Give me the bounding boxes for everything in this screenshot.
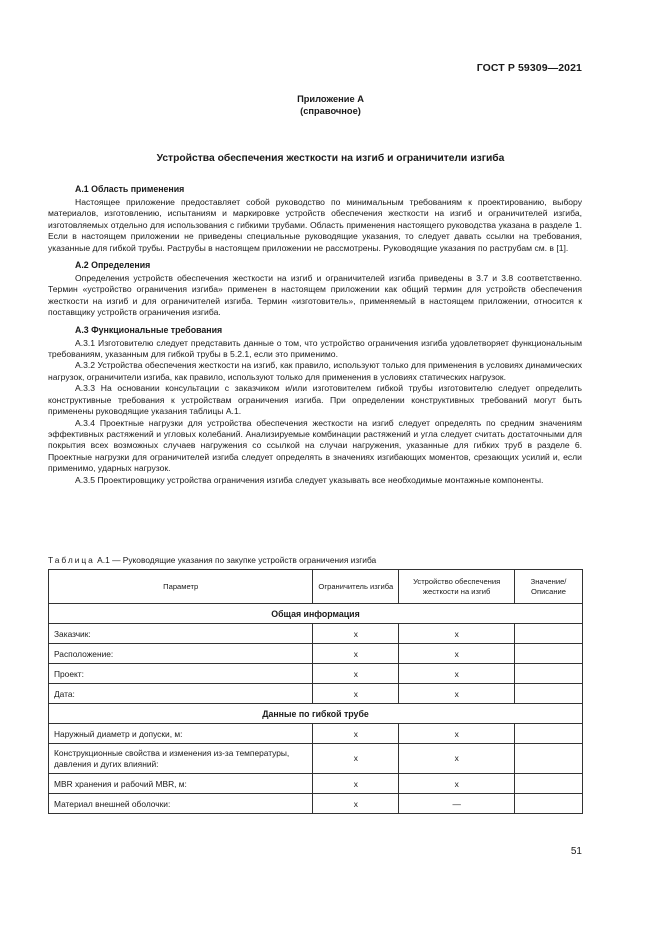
limiter-cell: x (313, 644, 399, 664)
param-cell: Конструкционные свойства и изменения из-за температуры, давления и дугих влияний: (49, 744, 313, 774)
stiffener-cell: x (399, 624, 515, 644)
paragraph: А.3.3 На основании консультации с заказчиком и/или изготовителем гибкой трубы изготовителю следует определить конструктивные требования к устройствам ограничения изгиба. При определении конструктивных требований могут быть применены руководящие указания таблицы А.1. (48, 383, 582, 417)
section-label: Общая информация (49, 604, 583, 624)
page-title: Устройства обеспечения жесткости на изгиб и ограничители изгиба (156, 153, 505, 164)
limiter-cell: x (313, 624, 399, 644)
section-heading: А.3 Функциональные требования (75, 324, 223, 335)
paragraph: А.3.2 Устройства обеспечения жесткости на изгиб, как правило, используют только для применения в условиях динамических нагрузок, ограничители изгиба, как правило, используют только для применения в условиях статических нагрузок. (48, 360, 582, 382)
value-cell (515, 664, 583, 684)
table-caption-text: А.1 — Руководящие указания по закупке устройств ограничения изгиба (94, 555, 377, 565)
table-row (49, 684, 583, 704)
stiffener-cell: x (399, 664, 515, 684)
value-cell (515, 744, 583, 774)
limiter-cell: x (313, 664, 399, 684)
param-cell: Заказчик: (49, 624, 313, 644)
standard-number: ГОСТ Р 59309—2021 (476, 62, 582, 74)
param-cell: Материал внешней оболочки: (49, 794, 313, 814)
procurement-table (48, 569, 583, 814)
value-cell (515, 794, 583, 814)
page-number: 51 (570, 846, 582, 857)
limiter-cell: x (313, 744, 399, 774)
limiter-cell: x (313, 724, 399, 744)
value-cell (515, 624, 583, 644)
table-row (49, 624, 583, 644)
annex-title: Приложение А (297, 94, 364, 104)
table-row (49, 644, 583, 664)
param-cell: Наружный диаметр и допуски, м: (49, 724, 313, 744)
column-header: Параметр (49, 570, 313, 604)
param-cell: Проект: (49, 664, 313, 684)
paragraph: Определения устройств обеспечения жесткости на изгиб и ограничителей изгиба приведены в 3.7 и 3.8 соответственно. Термин «устройство ограничения изгиба» применен в настоящем приложении как общий термин для устройств обеспечения жесткости на изгиб и для ограничителей изгиба. Термин «изготовитель», применяемый в настоящем приложении, относится к поставщику устройств ограничения изгиба. (48, 273, 582, 318)
paragraph: А.3.4 Проектные нагрузки для устройства обеспечения жесткости на изгиб следует определять по средним значениям эффективных растяжений и угловых колебаний. Анализируемые комбинации растяжений и угла следует считать достаточными для покрытия всех возможных случаев нагружения со ссылкой на случаи нагружения, указанные для гибких труб в разделе 6. Проектные нагрузки для ограничителей изгиба следует определять в значениях изгибающих моментов, срезающих усилий и, если применимо, ударных нагрузок. (48, 417, 582, 474)
value-cell (515, 644, 583, 664)
param-cell: Дата: (49, 684, 313, 704)
table-header-row (49, 570, 583, 604)
param-cell: MBR хранения и рабочий MBR, м: (49, 774, 313, 794)
value-cell (515, 724, 583, 744)
table-row (49, 724, 583, 744)
section-heading: А.2 Определения (75, 260, 151, 271)
annex-heading (0, 93, 661, 117)
table-row (49, 744, 583, 774)
stiffener-cell: x (399, 644, 515, 664)
limiter-cell: x (313, 774, 399, 794)
value-cell (515, 684, 583, 704)
section-label: Данные по гибкой трубе (49, 704, 583, 724)
table-section-row (49, 704, 583, 724)
table-row (49, 664, 583, 684)
stiffener-cell: x (399, 774, 515, 794)
table-row (49, 774, 583, 794)
paragraph: А.3.5 Проектировщику устройства ограничения изгиба следует указывать все необходимые монтажные компоненты. (75, 474, 544, 485)
paragraph: А.3.1 Изготовителю следует представить данные о том, что устройство ограничения изгиба удовлетворяет функциональным требованиям, указанным для гибкой трубы в 5.2.1, если это применимо. (48, 337, 582, 360)
limiter-cell: x (313, 794, 399, 814)
document-body (48, 183, 582, 486)
stiffener-cell: x (399, 684, 515, 704)
section-heading: А.1 Область применения (75, 184, 185, 194)
column-header: Устройство обеспечения жесткости на изгиб (399, 570, 515, 604)
stiffener-cell: x (399, 724, 515, 744)
column-header: Ограничитель изгиба (313, 570, 399, 604)
table-caption (48, 555, 376, 565)
table-caption-prefix: Таблица (48, 555, 95, 565)
value-cell (515, 774, 583, 794)
stiffener-cell: — (399, 794, 515, 814)
stiffener-cell: x (399, 744, 515, 774)
table-section-row (49, 604, 583, 624)
paragraph: Настоящее приложение предоставляет собой руководство по минимальным требованиям к проектированию, выбору материалов, изготовлению, испытаниям и маркировке устройств обеспечения жесткости на изгиб и ограничителей изгиба, изготовляемых отдельно для использования с гибкими трубами. Область применения настоящего руководства указана в разделе 1. Если в настоящем приложении не приведены специальные руководящие указания, то следует давать ссылки на требования, указанные для гибкой трубы. Раструбы в настоящем приложении не рассмотрены. Руководящие указания по раструбам см. в [1]. (48, 197, 582, 253)
column-header: Значение/ Описание (515, 570, 583, 604)
param-cell: Расположение: (49, 644, 313, 664)
table-row (49, 794, 583, 814)
limiter-cell: x (313, 684, 399, 704)
annex-subtitle: (справочное) (300, 106, 361, 116)
